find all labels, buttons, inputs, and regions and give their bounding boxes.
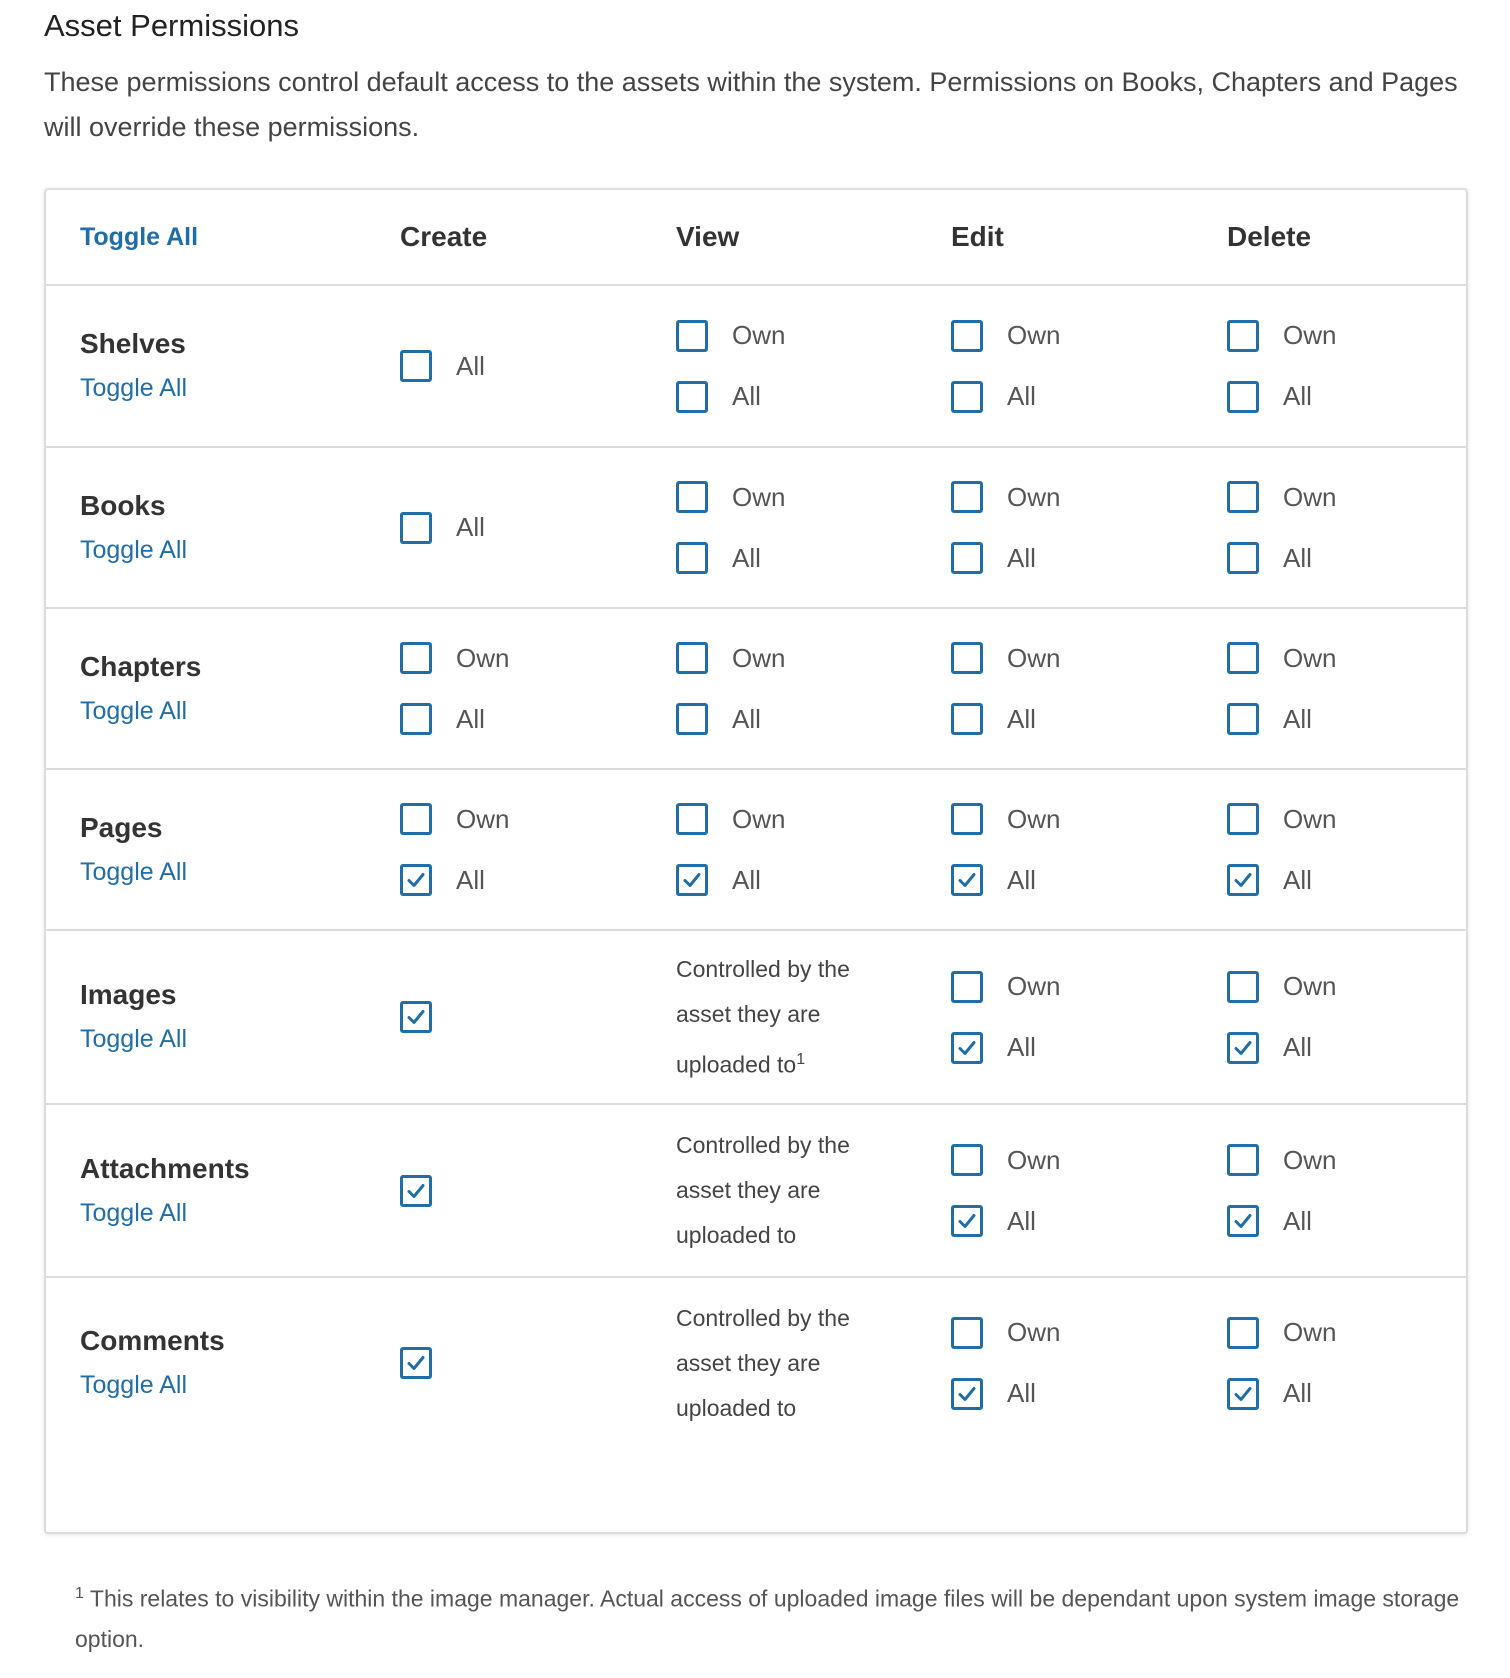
chapters-edit-all-checkbox[interactable] [951,703,983,735]
chapters-edit-own-label[interactable]: Own [1007,642,1061,673]
permission-option[interactable] [676,864,936,897]
images-delete-all-label[interactable]: All [1283,1032,1312,1062]
attachments-create-cell [400,1105,660,1276]
comments-create-cell [400,1278,660,1448]
shelves-view-own-label[interactable]: Own [732,320,786,350]
permission-option[interactable] [400,803,660,836]
permission-option[interactable] [1227,542,1457,575]
checkmark-icon [681,869,703,891]
permission-option[interactable] [951,542,1211,575]
attachments-view-note [676,1123,891,1258]
shelves-delete-all-label[interactable]: All [1283,381,1312,411]
attachments-create-checkbox[interactable] [400,1175,432,1207]
images-view-cell [676,931,891,1103]
images-delete-own-checkbox[interactable] [1227,971,1259,1003]
permission-option[interactable] [1227,1316,1457,1349]
books-edit-own-label[interactable]: Own [1007,481,1061,512]
footnote-reference: 1 [796,1050,806,1068]
chapters-delete-own-label[interactable]: Own [1283,642,1337,673]
row-title-images: Images [80,979,177,1010]
pages-view-cell [676,770,936,929]
permission-option[interactable] [951,380,1211,413]
comments-delete-all-checkbox[interactable] [1227,1378,1259,1410]
pages-view-all-label[interactable]: All [732,864,761,895]
permissions-table [44,188,1468,1534]
shelves-view-all-label[interactable]: All [732,381,761,411]
attachments-view-cell [676,1105,891,1276]
column-header-view: View [676,221,740,252]
section-title: Asset Permissions [44,8,299,43]
checkmark-icon [956,1210,978,1232]
column-header-edit: Edit [951,221,1004,252]
images-edit-own-label[interactable]: Own [1007,971,1061,1001]
shelves-delete-own-label[interactable]: Own [1283,320,1337,350]
permission-option[interactable] [951,1144,1211,1177]
attachments-delete-cell [1227,1105,1457,1276]
checkmark-icon [1232,1383,1254,1405]
row-title-pages: Pages [80,811,163,843]
comments-delete-own-checkbox[interactable] [1227,1317,1259,1349]
pages-delete-all-label[interactable]: All [1283,864,1312,895]
permission-option[interactable] [1227,1205,1457,1238]
permission-option[interactable] [951,1316,1211,1349]
pages-create-own-label[interactable]: Own [456,803,510,834]
shelves-create-cell [400,286,660,446]
toggle-all-shelves-link[interactable]: Toggle All [80,374,188,402]
row-title-chapters: Chapters [80,650,202,682]
pages-view-own-checkbox[interactable] [676,803,708,835]
permission-option[interactable] [951,642,1211,675]
pages-delete-own-checkbox[interactable] [1227,803,1259,835]
table-header [46,190,1466,286]
row-title-comments: Comments [80,1325,225,1356]
permission-option[interactable] [400,642,660,675]
images-edit-cell [951,931,1211,1103]
chapters-view-own-label[interactable]: Own [732,642,786,673]
books-edit-all-label[interactable]: All [1007,542,1036,573]
permission-option[interactable] [1227,864,1457,897]
pages-create-cell [400,770,660,929]
permission-option[interactable] [400,864,660,897]
toggle-all-chapters-link[interactable]: Toggle All [80,696,188,725]
attachments-delete-own-checkbox[interactable] [1227,1144,1259,1176]
books-view-all-checkbox[interactable] [676,542,708,574]
chapters-delete-all-checkbox[interactable] [1227,703,1259,735]
books-delete-own-label[interactable]: Own [1283,481,1337,512]
column-header-delete: Delete [1227,221,1312,252]
chapters-view-own-checkbox[interactable] [676,642,708,674]
attachments-edit-cell [951,1105,1211,1276]
permission-option[interactable] [1227,703,1457,736]
permission-option[interactable] [951,1031,1211,1064]
permission-option[interactable] [1227,380,1457,413]
comments-delete-own-label[interactable]: Own [1283,1317,1337,1347]
images-delete-cell [1227,931,1457,1103]
permission-option[interactable] [951,1377,1211,1410]
shelves-edit-all-label[interactable]: All [1007,381,1036,411]
checkmark-icon [405,1352,427,1374]
shelves-create-all-checkbox[interactable] [400,350,432,382]
books-view-own-label[interactable]: Own [732,481,786,512]
pages-edit-own-checkbox[interactable] [951,803,983,835]
pages-create-own-checkbox[interactable] [400,803,432,835]
controlled-note-text: Controlled by the asset they are uploaded to [676,1304,850,1421]
checkmark-icon [405,1006,427,1028]
permission-option[interactable] [951,864,1211,897]
table-row-books [46,448,1466,609]
controlled-note-text: Controlled by the asset they are uploaded to [676,1132,850,1248]
comments-edit-all-label[interactable]: All [1007,1378,1036,1408]
images-view-note [676,947,891,1088]
chapters-delete-all-label[interactable]: All [1283,703,1312,734]
comments-edit-all-checkbox[interactable] [951,1378,983,1410]
row-title-books: Books [80,489,166,521]
permission-option[interactable] [951,703,1211,736]
toggle-all-link[interactable]: Toggle All [80,222,199,251]
table-row-comments [46,1278,1466,1448]
comments-delete-cell [1227,1278,1457,1448]
chapters-create-own-label[interactable]: Own [456,642,510,673]
permission-option[interactable] [400,703,660,736]
images-create-cell [400,931,660,1103]
images-create-checkbox[interactable] [400,1001,432,1033]
chapters-create-all-label[interactable]: All [456,703,485,734]
books-view-own-checkbox[interactable] [676,481,708,513]
permission-option[interactable] [1227,642,1457,675]
chapters-view-all-checkbox[interactable] [676,703,708,735]
chapters-edit-own-checkbox[interactable] [951,642,983,674]
comments-delete-all-label[interactable]: All [1283,1378,1312,1408]
checkmark-icon [1232,869,1254,891]
books-create-all-checkbox[interactable] [400,512,432,544]
books-delete-all-label[interactable]: All [1283,542,1312,573]
books-create-all-label[interactable]: All [456,512,485,542]
shelves-delete-cell [1227,286,1457,446]
permission-option[interactable] [676,642,936,675]
comments-edit-own-label[interactable]: Own [1007,1317,1061,1347]
permission-option[interactable] [676,481,936,514]
pages-create-all-checkbox[interactable] [400,864,432,896]
pages-edit-all-checkbox[interactable] [951,864,983,896]
chapters-create-all-checkbox[interactable] [400,703,432,735]
comments-view-note [676,1296,891,1431]
chapters-create-cell [400,609,660,768]
attachments-delete-own-label[interactable]: Own [1283,1144,1337,1175]
books-view-all-label[interactable]: All [732,542,761,573]
books-delete-own-checkbox[interactable] [1227,481,1259,513]
permission-option[interactable] [1227,481,1457,514]
checkmark-icon [956,869,978,891]
permission-option[interactable] [951,319,1211,352]
pages-edit-cell [951,770,1211,929]
table-row-chapters [46,609,1466,770]
shelves-edit-cell [951,286,1211,446]
books-edit-all-checkbox[interactable] [951,542,983,574]
shelves-edit-all-checkbox[interactable] [951,381,983,413]
table-row-shelves [46,286,1466,448]
shelves-edit-own-checkbox[interactable] [951,320,983,352]
checkmark-icon [1232,1037,1254,1059]
pages-edit-own-label[interactable]: Own [1007,803,1061,834]
pages-create-all-label[interactable]: All [456,864,485,895]
checkmark-icon [1232,1210,1254,1232]
permission-option[interactable] [1227,1377,1457,1410]
comments-view-cell [676,1278,891,1448]
permission-option[interactable] [1227,970,1457,1003]
attachments-edit-all-checkbox[interactable] [951,1205,983,1237]
chapters-create-own-checkbox[interactable] [400,642,432,674]
attachments-edit-own-label[interactable]: Own [1007,1144,1061,1175]
controlled-note-text: Controlled by the asset they are uploaded to [676,955,850,1078]
comments-create-checkbox[interactable] [400,1347,432,1379]
shelves-view-all-checkbox[interactable] [676,381,708,413]
images-delete-all-checkbox[interactable] [1227,1032,1259,1064]
images-edit-all-label[interactable]: All [1007,1032,1036,1062]
row-title-shelves: Shelves [80,328,186,359]
permission-option[interactable] [400,1174,660,1207]
books-edit-cell [951,448,1211,607]
permission-option[interactable] [400,1347,660,1380]
footnote [75,1574,1475,1659]
attachments-edit-own-checkbox[interactable] [951,1144,983,1176]
images-edit-own-checkbox[interactable] [951,971,983,1003]
checkmark-icon [405,1180,427,1202]
pages-delete-cell [1227,770,1457,929]
shelves-view-cell [676,286,936,446]
pages-delete-all-checkbox[interactable] [1227,864,1259,896]
images-edit-all-checkbox[interactable] [951,1032,983,1064]
permission-option[interactable] [400,511,660,544]
footnote-text: This relates to visibility within the image manager. Actual access of uploaded image files will be dependant upon system image storage option. [75,1585,1460,1652]
column-header-create: Create [400,221,488,252]
checkmark-icon [956,1383,978,1405]
permission-option[interactable] [951,481,1211,514]
books-view-cell [676,448,936,607]
pages-delete-own-label[interactable]: Own [1283,803,1337,834]
permission-option[interactable] [676,319,936,352]
pages-view-all-checkbox[interactable] [676,864,708,896]
toggle-all-images-link[interactable]: Toggle All [80,1025,188,1053]
section-description: These permissions control default access to the assets within the system. Permissions on Books, Chapters and Pages will override these permissions. [44,67,1458,142]
shelves-delete-own-checkbox[interactable] [1227,320,1259,352]
table-row-attachments [46,1105,1466,1278]
permission-option[interactable] [400,1001,660,1034]
permission-option[interactable] [1227,319,1457,352]
permission-option[interactable] [676,380,936,413]
shelves-edit-own-label[interactable]: Own [1007,320,1061,350]
permission-option[interactable] [951,970,1211,1003]
chapters-delete-own-checkbox[interactable] [1227,642,1259,674]
table-row-images [46,931,1466,1105]
footnote-marker: 1 [75,1585,84,1602]
pages-edit-all-label[interactable]: All [1007,864,1036,895]
chapters-view-all-label[interactable]: All [732,703,761,734]
books-create-cell [400,448,660,607]
comments-edit-cell [951,1278,1211,1448]
checkmark-icon [956,1037,978,1059]
permission-option[interactable] [676,803,936,836]
permission-option[interactable] [676,542,936,575]
chapters-view-cell [676,609,936,768]
toggle-all-comments-link[interactable]: Toggle All [80,1371,188,1399]
checkmark-icon [405,869,427,891]
attachments-delete-all-checkbox[interactable] [1227,1205,1259,1237]
toggle-all-pages-link[interactable]: Toggle All [80,857,188,886]
permission-option[interactable] [400,350,660,383]
images-delete-own-label[interactable]: Own [1283,971,1337,1001]
books-delete-cell [1227,448,1457,607]
shelves-view-own-checkbox[interactable] [676,320,708,352]
chapters-edit-all-label[interactable]: All [1007,703,1036,734]
permission-option[interactable] [1227,803,1457,836]
table-row-pages [46,770,1466,931]
shelves-delete-all-checkbox[interactable] [1227,381,1259,413]
chapters-edit-cell [951,609,1211,768]
permission-option[interactable] [951,803,1211,836]
toggle-all-books-link[interactable]: Toggle All [80,535,188,564]
permission-option[interactable] [676,703,936,736]
attachments-delete-all-label[interactable]: All [1283,1205,1312,1236]
books-delete-all-checkbox[interactable] [1227,542,1259,574]
permission-option[interactable] [1227,1031,1457,1064]
books-edit-own-checkbox[interactable] [951,481,983,513]
attachments-edit-all-label[interactable]: All [1007,1205,1036,1236]
comments-edit-own-checkbox[interactable] [951,1317,983,1349]
row-title-attachments: Attachments [80,1152,250,1184]
permission-option[interactable] [951,1205,1211,1238]
chapters-delete-cell [1227,609,1457,768]
toggle-all-attachments-link[interactable]: Toggle All [80,1198,188,1227]
permission-option[interactable] [1227,1144,1457,1177]
shelves-create-all-label[interactable]: All [456,350,485,381]
pages-view-own-label[interactable]: Own [732,803,786,834]
